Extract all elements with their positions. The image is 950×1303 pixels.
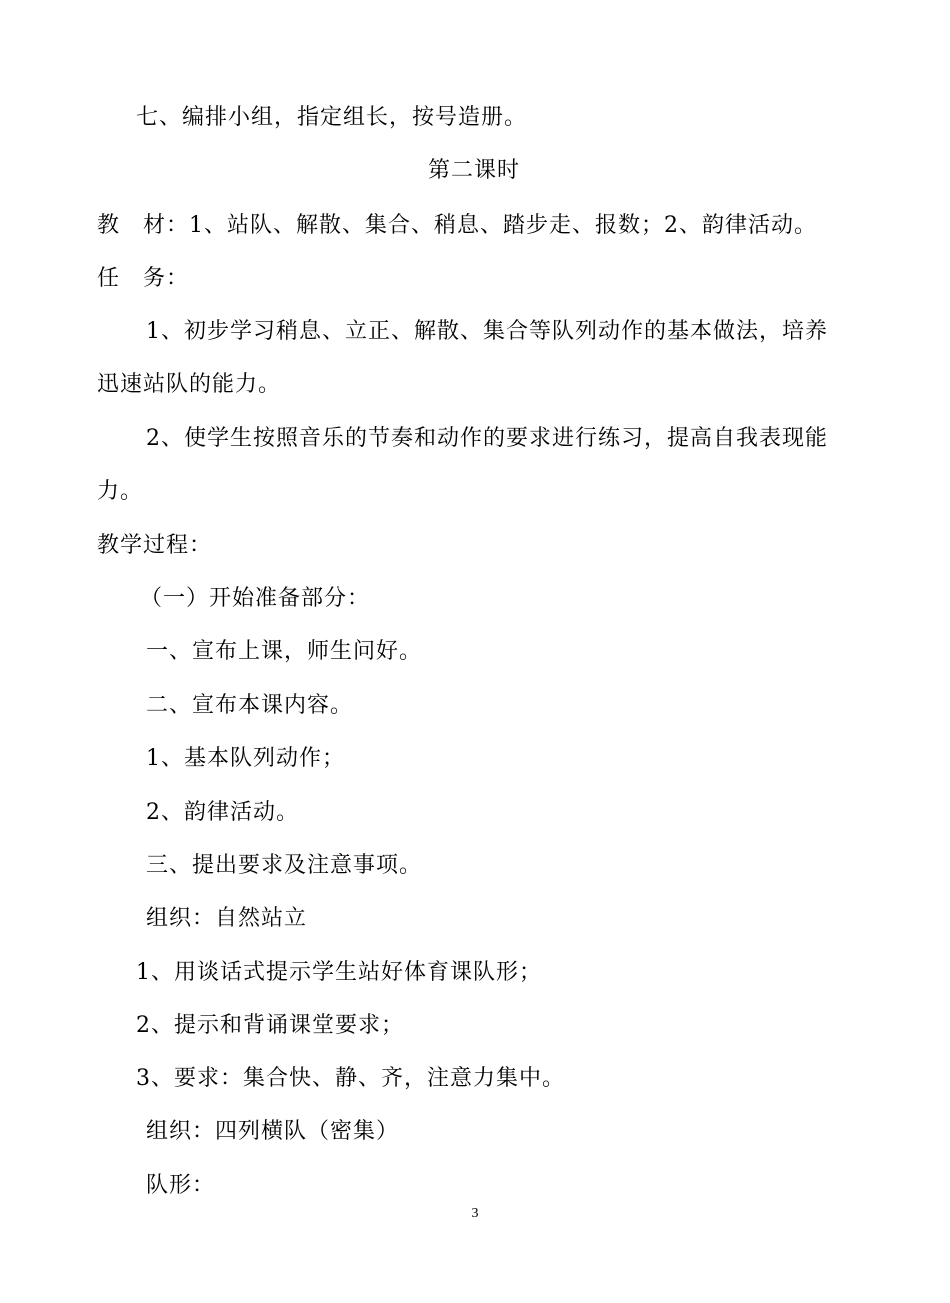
requirement-1: 1、用谈话式提示学生站好体育课队形；	[136, 960, 542, 985]
tasks-label: 任 务：	[97, 266, 190, 291]
step-3: 三、提出要求及注意事项。	[146, 853, 423, 878]
materials-label: 教 材：	[97, 213, 190, 238]
process-label: 教学过程：	[97, 533, 213, 558]
lesson-title: 第二课时	[428, 158, 521, 183]
part-1-heading: （一）开始准备部分：	[140, 586, 371, 611]
task-1-line-1: 1、初步学习稍息、立正、解散、集合等队列动作的基本做法，培养	[146, 319, 828, 344]
task-2-line-2: 力。	[97, 479, 144, 504]
page-number: 3	[471, 1206, 479, 1221]
step-1: 一、宣布上课，师生问好。	[146, 639, 423, 664]
requirement-2: 2、提示和背诵课堂要求；	[136, 1013, 404, 1038]
paragraph-grouping: 七、编排小组，指定组长，按号造册。	[136, 105, 528, 130]
task-2-line-1: 2、使学生按照音乐的节奏和动作的要求进行练习，提高自我表现能	[146, 426, 828, 451]
content-2: 2、韵律活动。	[146, 800, 299, 825]
materials-line	[97, 211, 817, 241]
materials-text: 1、站队、解散、集合、稍息、踏步走、报数；2、韵律活动。	[189, 213, 818, 238]
requirement-3: 3、要求：集合快、静、齐，注意力集中。	[136, 1066, 565, 1091]
content-1: 1、基本队列动作；	[146, 746, 345, 771]
organization-1: 组织：自然站立	[146, 906, 308, 931]
organization-2: 组织：四列横队（密集）	[146, 1119, 400, 1144]
step-2: 二、宣布本课内容。	[146, 693, 354, 718]
formation-label: 队形：	[146, 1173, 216, 1198]
task-1-line-2: 迅速站队的能力。	[97, 372, 282, 397]
